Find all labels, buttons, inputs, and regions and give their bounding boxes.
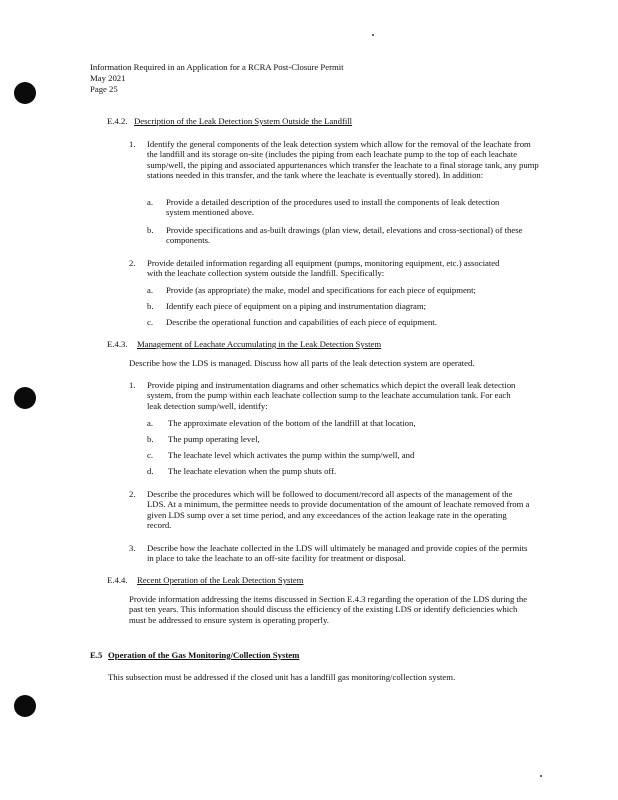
- section-intro: Describe how the LDS is managed. Discuss how all parts of the leak detection system are operated.: [129, 358, 475, 368]
- sub-item-letter: a.: [147, 418, 154, 428]
- list-item-text: Identify the general components of the leak detection system which allow for the removal of the leachate from the landfill and its storage on-site (includes the piping from each leachate pump to the top of each leachate sump/well, the piping and associated appurtenances which transfer the leachate to a final storage tank, any pump stations needed in this transfer, and the tank where the leachate is eventually stored). In addition:: [147, 139, 539, 181]
- list-item-text: Describe how the leachate collected in the LDS will ultimately be managed and provide copies of the permits in place to take the leachate to an off-site facility for treatment or disposal.: [147, 543, 528, 564]
- sub-item-text: Provide a detailed description of the procedures used to install the components of leak detection system mentioned above.: [166, 197, 500, 218]
- section-body: Provide information addressing the items discussed in Section E.4.3 regarding the operation of the LDS during the past ten years. This information should discuss the efficiency of the existing LDS or identify deficiencies which must be addressed to ensure system is operating properly.: [129, 594, 528, 625]
- sub-item-letter: a.: [147, 197, 154, 207]
- section-title: Description of the Leak Detection System Outside the Landfill: [134, 116, 353, 126]
- sub-item-letter: c.: [147, 450, 154, 460]
- scan-speck: [540, 775, 542, 777]
- section-title: Management of Leachate Accumulating in the Leak Detection System: [137, 339, 382, 349]
- sub-item-text: The pump operating level,: [168, 434, 260, 444]
- punch-hole-top: [14, 82, 36, 104]
- sub-item-letter: b.: [147, 301, 154, 311]
- sub-item-letter: c.: [147, 317, 154, 327]
- list-number: 1.: [129, 139, 136, 149]
- section-title: Recent Operation of the Leak Detection System: [137, 575, 304, 585]
- sub-item-letter: b.: [147, 434, 154, 444]
- sub-item-text: The approximate elevation of the bottom of the landfill at that location,: [168, 418, 416, 428]
- sub-item-letter: d.: [147, 466, 154, 476]
- sub-item-text: Provide (as appropriate) the make, model and specifications for each piece of equipment;: [166, 285, 476, 295]
- list-number: 3.: [129, 543, 136, 553]
- sub-item-text: The leachate level which activates the pump within the sump/well, and: [168, 450, 415, 460]
- sub-item-text: Describe the operational function and capabilities of each piece of equipment.: [166, 317, 437, 327]
- sub-item-text: The leachate elevation when the pump shuts off.: [168, 466, 337, 476]
- header-line-1: Information Required in an Application for a RCRA Post-Closure Permit: [90, 62, 344, 72]
- scan-speck: [372, 34, 374, 36]
- list-number: 2.: [129, 258, 136, 268]
- list-item-text: Describe the procedures which will be followed to document/record all aspects of the management of the LDS. At a minimum, the permittee needs to provide documentation of the amount of leachate removed from a given LDS sump over a set time period, and any exceedances of the action leakage rate in the operating record.: [147, 489, 530, 531]
- list-number: 2.: [129, 489, 136, 499]
- punch-hole-middle: [14, 387, 36, 409]
- list-item-text: Provide piping and instrumentation diagrams and other schematics which depict the overall leak detection system, from the pump within each leachate collection sump to the leachate accumulation tank. For each leak detection sump/well, identify:: [147, 380, 516, 411]
- section-number: E.4.2.: [107, 116, 128, 126]
- sub-item-text: Provide specifications and as-built drawings (plan view, detail, elevations and cross-sectional) of these components.: [166, 225, 523, 246]
- section-number: E.5: [90, 650, 103, 660]
- header-line-3: Page 25: [90, 84, 118, 94]
- section-body: This subsection must be addressed if the closed unit has a landfill gas monitoring/collection system.: [108, 672, 456, 682]
- header-line-2: May 2021: [90, 73, 126, 83]
- list-number: 1.: [129, 380, 136, 390]
- sub-item-letter: a.: [147, 285, 154, 295]
- sub-item-text: Identify each piece of equipment on a piping and instrumentation diagram;: [166, 301, 427, 311]
- section-number: E.4.4.: [107, 575, 128, 585]
- section-number: E.4.3.: [107, 339, 128, 349]
- sub-item-letter: b.: [147, 225, 154, 235]
- section-title: Operation of the Gas Monitoring/Collection System: [108, 650, 300, 660]
- list-item-text: Provide detailed information regarding all equipment (pumps, monitoring equipment, etc.) associated with the leachate collection system outside the landfill. Specifically:: [147, 258, 500, 279]
- punch-hole-bottom: [14, 695, 36, 717]
